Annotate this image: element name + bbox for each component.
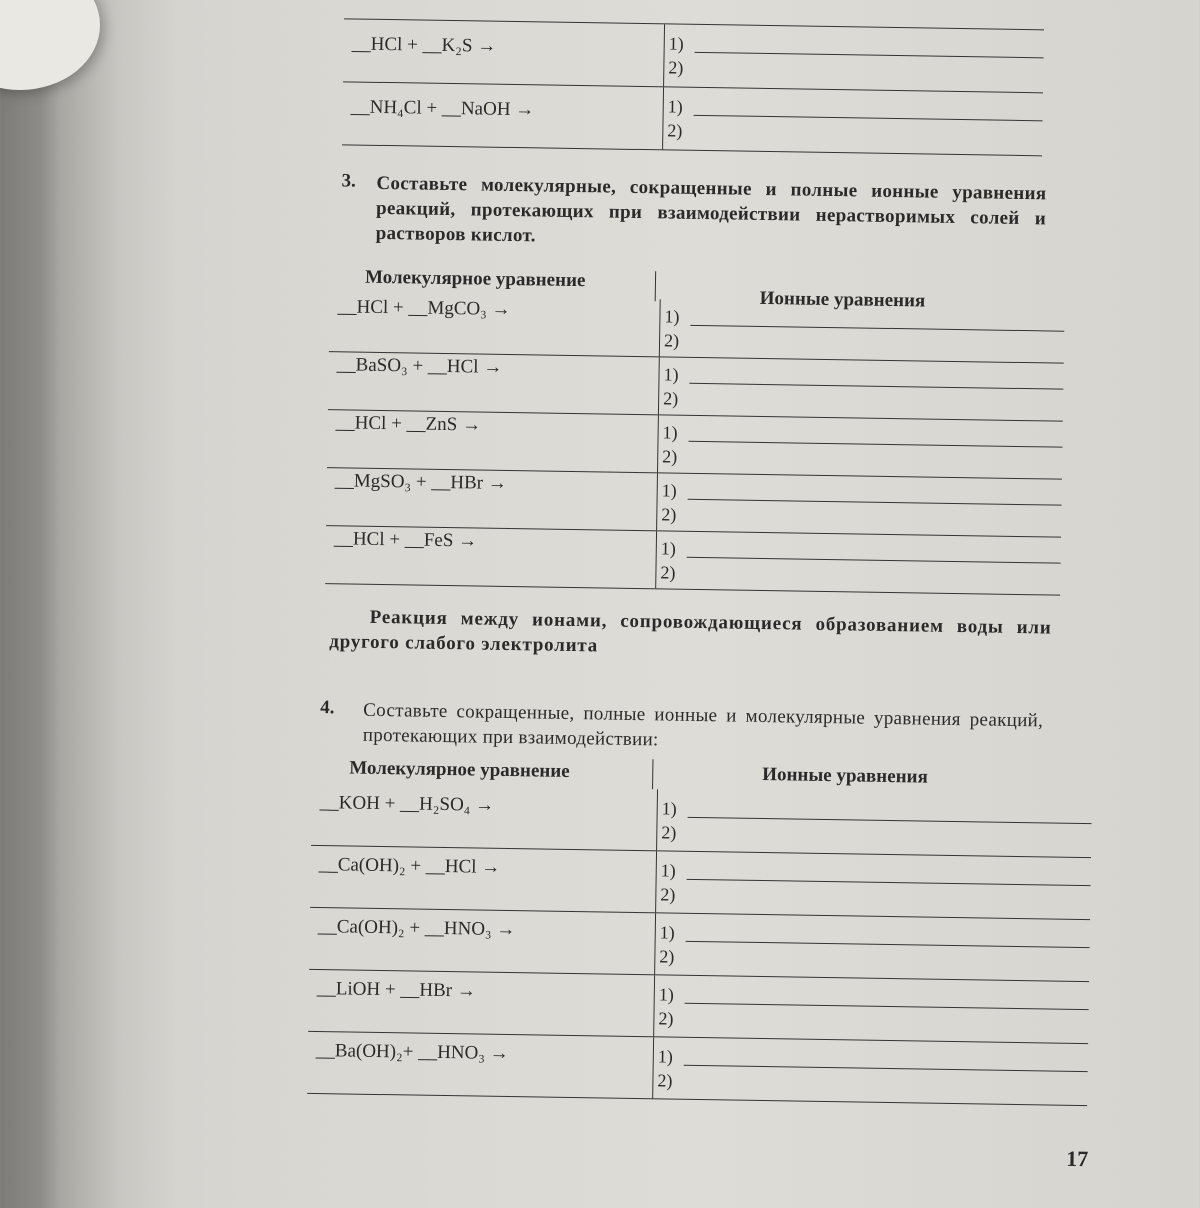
molecular-equation: __HCl + __ZnS → xyxy=(335,412,482,436)
task4-number: 4. xyxy=(320,697,335,719)
molecular-equation: __KOH + __H₂SO₄ → xyxy=(319,792,495,816)
line-label-1: 1) xyxy=(657,1045,673,1067)
page-number: 17 xyxy=(1066,1145,1089,1172)
task4-header-divider xyxy=(652,759,653,789)
molecular-equation: __HCl + __FeS → xyxy=(333,528,478,552)
line-label-1: 1) xyxy=(661,797,677,819)
table-row xyxy=(343,19,1044,93)
molecular-equation: __Ba(OH)₂+ __HNO₃ → xyxy=(315,1040,509,1065)
table-row xyxy=(342,82,1043,156)
line-label-1: 1) xyxy=(661,479,677,501)
molecular-equation: __BaSO₃ + __HCl → xyxy=(336,354,503,378)
line-label-1: 1) xyxy=(662,421,678,443)
line-label-1: 1) xyxy=(663,363,679,385)
line-label-2: 2) xyxy=(660,883,676,905)
answer-line-1[interactable] xyxy=(687,556,1061,563)
line-label-2: 2) xyxy=(661,821,677,843)
ionic-equations-cell xyxy=(658,357,1064,420)
answer-line-1[interactable] xyxy=(684,1064,1088,1071)
ionic-equations-cell xyxy=(656,789,1092,857)
section-heading: Реакция между ионами, сопровождающиеся образованием воды или другого слабого электролита xyxy=(329,606,1052,657)
ionic-equations-cell xyxy=(656,473,1062,536)
answer-line-1[interactable] xyxy=(688,498,1062,505)
line-label-2: 2) xyxy=(658,1007,674,1029)
line-label-2: 2) xyxy=(657,1069,673,1091)
line-label-1: 1) xyxy=(658,983,674,1005)
line-label-1: 1) xyxy=(659,921,675,943)
line-label-1: 1) xyxy=(668,33,684,54)
task4-col-right: Ионные уравнения xyxy=(762,764,928,788)
ionic-equations-cell xyxy=(653,975,1089,1043)
answer-line-1[interactable] xyxy=(688,816,1092,823)
ionic-equations-cell xyxy=(652,1037,1088,1105)
task3-header-divider xyxy=(655,271,656,301)
line-label-1: 1) xyxy=(660,537,676,559)
task3-col-left: Молекулярное уравнение xyxy=(364,266,586,292)
line-label-1: 1) xyxy=(660,859,676,881)
task3-col-right: Ионные уравнения xyxy=(759,287,926,312)
task4-table xyxy=(307,784,1092,1106)
line-label-2: 2) xyxy=(667,120,683,141)
ionic-equations-cell xyxy=(663,24,1044,92)
ionic-equations-cell xyxy=(657,415,1063,478)
line-label-1: 1) xyxy=(667,96,683,117)
answer-line-1[interactable] xyxy=(695,52,1044,58)
answer-line-1[interactable] xyxy=(694,115,1043,121)
answer-line-1[interactable] xyxy=(688,440,1062,447)
answer-line-1[interactable] xyxy=(686,940,1090,947)
molecular-equation: __MgSO₃ + __HBr → xyxy=(334,470,507,494)
line-label-2: 2) xyxy=(663,329,680,351)
line-label-2: 2) xyxy=(663,387,679,409)
ionic-equations-cell xyxy=(654,913,1090,981)
ionic-equations-cell xyxy=(662,87,1043,155)
molecular-equation: __Ca(OH)₂ + __HNO₃ → xyxy=(317,916,516,941)
ionic-equations-cell xyxy=(659,299,1065,362)
molecular-equation: __HCl + __K₂S → xyxy=(351,33,497,57)
line-label-2: 2) xyxy=(659,945,675,967)
answer-line-1[interactable] xyxy=(685,1002,1089,1009)
task3-number: 3. xyxy=(341,170,356,192)
molecular-equation: __LiOH + __HBr → xyxy=(316,978,477,1002)
answer-line-1[interactable] xyxy=(689,382,1063,389)
molecular-equation: __Ca(OH)₂ + __HCl → xyxy=(318,854,501,878)
section2-table xyxy=(342,19,1044,156)
molecular-equation: __HCl + __MgCO₃ → xyxy=(337,296,511,320)
task3-text: Составьте молекулярные, сокращенные и полные ионные уравнения реакций, протекающих при взаимодействии нерастворимых солей и растворов кислот. xyxy=(375,172,1047,247)
line-label-2: 2) xyxy=(660,561,676,583)
answer-line-1[interactable] xyxy=(687,878,1091,885)
line-label-1: 1) xyxy=(664,305,680,327)
line-label-2: 2) xyxy=(668,57,684,78)
molecular-equation: __NH₄Cl + __NaOH → xyxy=(350,96,535,121)
answer-line-1[interactable] xyxy=(690,324,1064,331)
task4-text: Составьте сокращенные, полные ионные и молекулярные уравнения реакций, протекающих при взаимодействии: xyxy=(362,699,1044,751)
line-label-2: 2) xyxy=(662,445,678,467)
table-row xyxy=(325,526,1061,596)
task3-table xyxy=(325,294,1064,596)
line-label-2: 2) xyxy=(661,503,677,525)
ionic-equations-cell xyxy=(655,851,1091,919)
ionic-equations-cell xyxy=(655,531,1061,594)
table-row xyxy=(307,1032,1088,1106)
task4-col-left: Молекулярное уравнение xyxy=(349,757,570,782)
